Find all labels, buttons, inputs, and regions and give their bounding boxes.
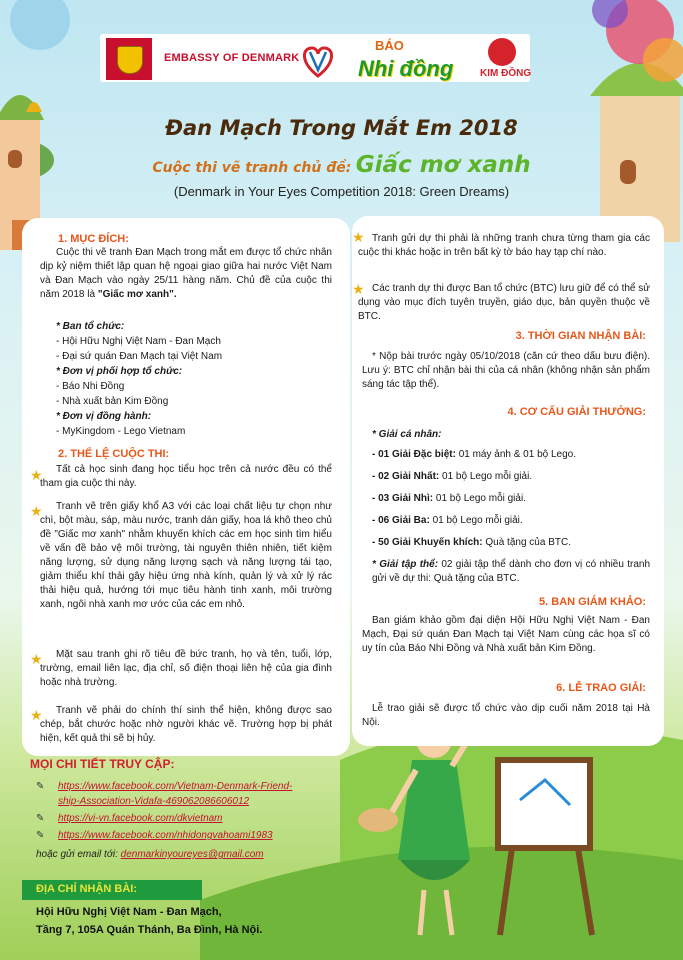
section-4-heading: 4. CƠ CẤU GIẢI THƯỞNG: xyxy=(507,406,646,418)
star-bullet-icon: ★ xyxy=(30,467,43,483)
link-bullet-icon: ✎ xyxy=(36,830,45,841)
denmark-crest-icon xyxy=(106,38,152,80)
facebook-vidafa-link[interactable]: https://www.facebook.com/Vietnam-Denmark-Friend- xyxy=(58,781,293,792)
section-5-body: Ban giám khảo gồm đại diện Hội Hữu Nghị Việt Nam - Đan Mạch, Đại sứ quán Đan Mạch tại Việt Nam cùng các họa sĩ có uy tín của Báo Nhi Đồng và Nhà xuất bản Kim Đồng. xyxy=(362,615,650,654)
embassy-label: EMBASSY OF DENMARK xyxy=(164,52,300,64)
star-bullet-icon: ★ xyxy=(30,503,43,519)
section-2-heading: 2. THỂ LỆ CUỘC THI: xyxy=(58,448,170,460)
rule-4: Tranh vẽ phải do chính thí sinh thể hiện, không được sao chép, bắt chước hoặc nhờ người khác vẽ. Trường hợp bị phát hiện, kết quả thi sẽ bị hủy. xyxy=(40,705,332,744)
facebook-vidafa-link-cont[interactable]: ship-Association-Vidafa-469062086606012 xyxy=(58,796,250,807)
rule-5: Tranh gửi dự thi phải là những tranh chưa từng tham gia các cuộc thi khác hoặc in trên bất kỳ tờ báo hay tạp chí nào. xyxy=(358,233,650,258)
vidafa-heart-icon xyxy=(298,40,338,80)
star-bullet-icon: ★ xyxy=(30,707,43,723)
nhidong-logo-text: Nhi đồng xyxy=(358,56,454,81)
organizer-label: * Ban tổ chức: xyxy=(56,321,125,332)
kimdong-label: KIM ĐỒNG xyxy=(480,68,532,79)
facebook-dkvietnam-link[interactable]: https://vi-vn.facebook.com/dkvietnam xyxy=(58,813,223,824)
companion-label: * Đơn vị đồng hành: xyxy=(56,411,152,422)
section-1-body: Cuộc thi vẽ tranh Đan Mạch trong mắt em được tổ chức nhân dịp kỷ niệm thiết lập quan hệ ngoại giao giữa hai nước Việt Nam và Đan Mạch vào ngày 25/11 hàng năm. Chủ đề của cuộc thi năm 2018 là "Giấc mơ xanh". xyxy=(40,247,332,300)
address-label: ĐỊA CHỈ NHẬN BÀI: xyxy=(22,880,202,900)
link-bullet-icon: ✎ xyxy=(36,813,45,824)
contest-prefix: Cuộc thi vẽ tranh chủ đề: xyxy=(152,160,352,176)
kimdong-logo-icon xyxy=(488,38,516,66)
section-6-heading: 6. LỄ TRAO GIẢI: xyxy=(556,682,646,694)
facebook-nhidong-link[interactable]: https://www.facebook.com/nhidongvahoami1983 xyxy=(58,830,273,841)
rule-3: Mặt sau tranh ghi rõ tiêu đề bức tranh, họ và tên, tuổi, lớp, trường, email liên lạc, địa chỉ, số điện thoại liên hệ của gia đình hoặc nhà trường. xyxy=(40,649,332,688)
section-1-heading: 1. MỤC ĐÍCH: xyxy=(58,233,129,245)
individual-prize-label: * Giải cá nhân: xyxy=(372,429,442,440)
coorganizer-label: * Đơn vị phối hợp tổ chức: xyxy=(56,366,183,377)
address-line-2: Tầng 7, 105A Quán Thánh, Ba Đình, Hà Nội. xyxy=(36,924,263,936)
main-title: Đan Mạch Trong Mắt Em 2018 xyxy=(165,116,518,140)
section-6-body: Lễ trao giải sẽ được tổ chức vào dịp cuối năm 2018 tại Hà Nội. xyxy=(362,703,650,728)
coorganizer-2: - Nhà xuất bản Kim Đồng xyxy=(56,396,169,407)
organizer-1: - Hội Hữu Nghị Việt Nam - Đan Mạch xyxy=(56,336,221,347)
contest-theme: Giấc mơ xanh xyxy=(355,152,531,178)
organizer-2: - Đại sứ quán Đan Mạch tại Việt Nam xyxy=(56,351,223,362)
star-bullet-icon: ★ xyxy=(352,229,365,245)
section-3-body: * Nộp bài trước ngày 05/10/2018 (căn cứ theo dấu bưu điện). Lưu ý: BTC chỉ nhận bài thi của cá nhân (không nhận sản phẩm sáng tác tập thể). xyxy=(362,351,650,390)
email-link[interactable]: denmarkinyoureyes@gmail.com xyxy=(120,849,264,860)
star-bullet-icon: ★ xyxy=(30,651,43,667)
group-prize: * Giải tập thể: 02 giải tập thể dành cho đơn vị có nhiều tranh gửi về dự thi: Quà tặng của BTC. xyxy=(372,559,651,584)
rule-2: Tranh vẽ trên giấy khổ A3 với các loại chất liệu tự chọn như chì, bột màu, sáp, màu nước, tranh dán giấy, hoa lá khô theo chủ đề "Giấc mơ xanh" nhằm khuyến khích các em học sinh tìm hiểu về vấn đề bảo vệ môi trường, tài nguyên thiên nhiên, tiết kiệm năng lượng, sử dụng năng lượng sạch và năng lượng tái tạo, giảm thiểu khí thải gây hiệu ứng nhà kính, quản lý và xử lý rác thải hiệu quả, hướng tới mục tiêu hành tinh xanh, môi trường xanh, ngôi nhà xanh mơ ước của các em nhỏ. xyxy=(40,501,332,610)
rule-6: Các tranh dự thi được Ban tổ chức (BTC) lưu giữ để có thể sử dụng vào mục đích tuyên truyền, giáo dục, bản quyền thuộc về BTC. xyxy=(358,283,650,322)
address-line-1: Hội Hữu Nghị Việt Nam - Đan Mạch, xyxy=(36,906,222,918)
section-1-theme: "Giấc mơ xanh". xyxy=(97,289,177,300)
prize-row-3: - 03 Giải Nhì: 01 bộ Lego mỗi giải. xyxy=(372,493,526,504)
companion-1: - MyKingdom - Lego Vietnam xyxy=(56,426,186,437)
section-3-heading: 3. THỜI GIAN NHẬN BÀI: xyxy=(515,330,646,342)
english-subtitle: (Denmark in Your Eyes Competition 2018: Green Dreams) xyxy=(173,184,510,199)
star-bullet-icon: ★ xyxy=(352,281,365,297)
rule-1: Tất cả học sinh đang học tiểu học trên cả nước đều có thể tham gia cuộc thi này. xyxy=(40,464,332,489)
contact-heading: MỌI CHI TIẾT TRUY CẬP: xyxy=(30,757,175,771)
contest-line xyxy=(0,152,683,178)
link-bullet-icon: ✎ xyxy=(36,781,45,792)
prize-row-4: - 06 Giải Ba: 01 bộ Lego mỗi giải. xyxy=(372,515,523,526)
bao-label: BÁO xyxy=(375,38,404,53)
prize-row-2: - 02 Giải Nhất: 01 bộ Lego mỗi giải. xyxy=(372,471,533,482)
prize-row-1: - 01 Giải Đặc biệt: 01 máy ảnh & 01 bộ Lego. xyxy=(372,449,577,460)
coorganizer-1: - Báo Nhi Đồng xyxy=(56,381,125,392)
section-5-heading: 5. BAN GIÁM KHẢO: xyxy=(539,596,646,608)
email-line: hoặc gửi email tới: denmarkinyoureyes@gmail.com xyxy=(36,849,264,860)
prize-row-5: - 50 Giải Khuyến khích: Quà tặng của BTC. xyxy=(372,537,571,548)
